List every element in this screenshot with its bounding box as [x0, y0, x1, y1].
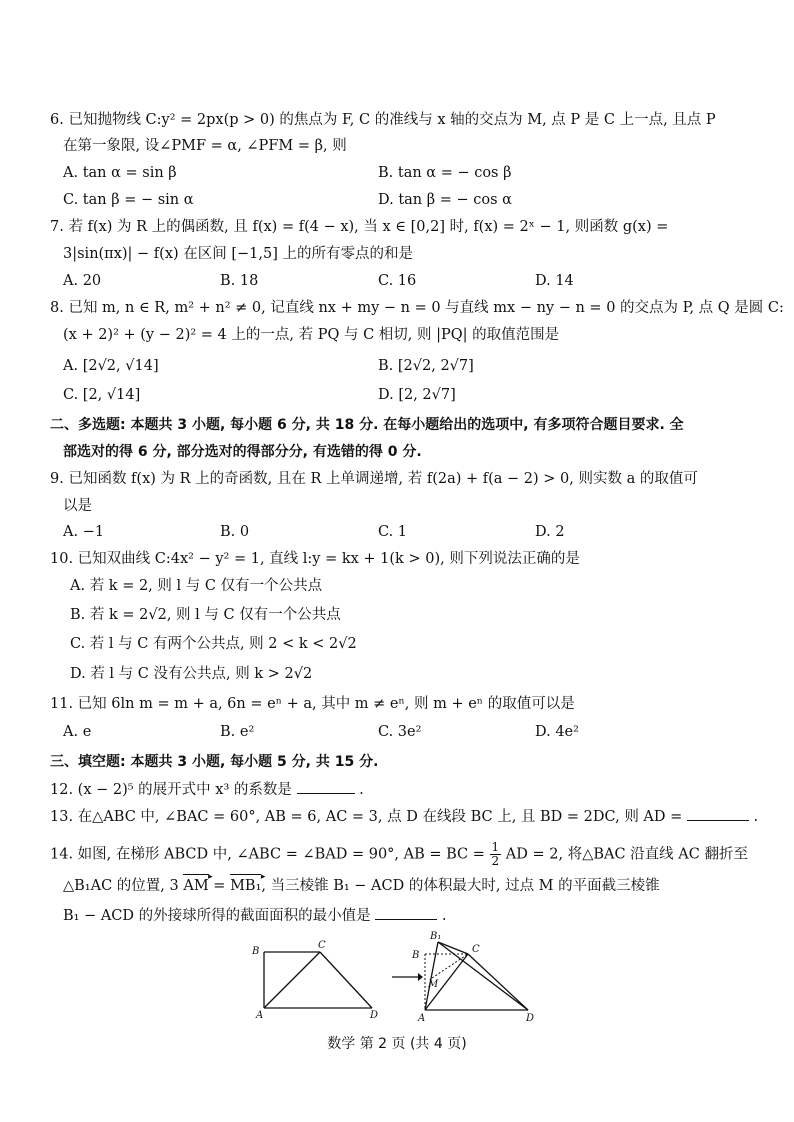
q10-option-b: B. 若 k = 2√2, 则 l 与 C 仅有一个公共点 — [70, 607, 341, 623]
q8-option-b: B. [2√2, 2√7] — [378, 358, 474, 374]
section2-heading-line1: 二、多选题: 本题共 3 小题, 每小题 6 分, 共 18 分. 在每小题给出的选项中, 有多项符合题目要求. 全 — [50, 417, 684, 433]
edge-cd — [320, 952, 372, 1008]
q14-line3-text: B₁ − ACD 的外接球所得的截面面积的最小值是 — [63, 908, 371, 924]
section2-heading-line2: 部选对的得 6 分, 部分选对的得部分分, 有选错的得 0 分. — [63, 444, 422, 460]
q11-line1: 11. 已知 6ln m = m + a, 6n = eⁿ + a, 其中 m ≠ eⁿ, 则 m + eⁿ 的取值可以是 — [50, 696, 575, 712]
q13-end: . — [753, 809, 759, 825]
q10-option-c: C. 若 l 与 C 有两个公共点, 则 2 < k < 2√2 — [70, 636, 357, 652]
q14-line2-b: , 当三棱锥 B₁ − ACD 的体积最大时, 过点 M 的平面截三棱锥 — [261, 878, 660, 894]
q7-line1: 7. 若 f(x) 为 R 上的偶函数, 且 f(x) = f(4 − x), 当 x ∈ [0,2] 时, f(x) = 2ˣ − 1, 则函数 g(x) = — [50, 219, 669, 235]
q10-option-d: D. 若 l 与 C 没有公共点, 则 k > 2√2 — [70, 666, 313, 682]
q11-option-d: D. 4e² — [535, 724, 579, 740]
q9-line2: 以是 — [63, 498, 92, 514]
edge-ab1 — [425, 942, 438, 1010]
q6-option-c: C. tan β = − sin α — [63, 192, 194, 208]
q14-answer-blank[interactable] — [375, 905, 437, 920]
q7-line2: 3|sin(πx)| − f(x) 在区间 [−1,5] 上的所有零点的和是 — [63, 246, 414, 262]
edge-ac — [264, 952, 320, 1008]
label-m: M — [428, 979, 439, 990]
q14-line2-mid: = — [208, 878, 231, 894]
q10-option-a: A. 若 k = 2, 则 l 与 C 仅有一个公共点 — [70, 578, 323, 594]
q14-vector-mb1: MB₁ ▸ — [230, 876, 261, 896]
q12-end: . — [359, 782, 364, 798]
q7-option-b: B. 18 — [220, 273, 259, 289]
q8-line1: 8. 已知 m, n ∈ R, m² + n² ≠ 0, 记直线 nx + my − n = 0 与直线 mx − ny − n = 0 的交点为 P, 点 Q 是圆 C: — [50, 300, 784, 316]
q13-text: 13. 在△ABC 中, ∠BAC = 60°, AB = 6, AC = 3, 点 D 在线段 BC 上, 且 BD = 2DC, 则 AD = — [50, 809, 683, 825]
section3-heading: 三、填空题: 本题共 3 小题, 每小题 5 分, 共 15 分. — [50, 754, 379, 770]
label-a: A — [256, 1010, 264, 1020]
q12-line — [50, 779, 364, 800]
q8-option-a: A. [2√2, √14] — [63, 358, 159, 374]
figure-trapezoid — [250, 940, 390, 1020]
q7-option-d: D. 14 — [535, 273, 574, 289]
q14-line3 — [63, 905, 446, 926]
label-b1: B₁ — [430, 931, 442, 942]
figure-tetrahedron — [408, 930, 548, 1025]
label-c: C — [472, 944, 480, 955]
label-a: A — [418, 1013, 426, 1024]
q14-line1 — [50, 841, 748, 868]
q14-line2-a: △B₁AC 的位置, 3 — [63, 878, 179, 894]
q14-frac-den: 2 — [491, 854, 500, 868]
q13-answer-blank[interactable] — [687, 806, 749, 821]
q14-fraction — [490, 841, 502, 868]
q8-option-d: D. [2, 2√7] — [378, 387, 456, 403]
q9-line1: 9. 已知函数 f(x) 为 R 上的奇函数, 且在 R 上单调递增, 若 f(2a) + f(a − 2) > 0, 则实数 a 的取值可 — [50, 471, 698, 487]
label-d: D — [526, 1013, 535, 1024]
q7-option-a: A. 20 — [63, 273, 102, 289]
edge-mc-dashed — [432, 954, 468, 978]
q11-option-a: A. e — [63, 724, 92, 740]
q6-line1: 6. 已知抛物线 C:y² = 2px(p > 0) 的焦点为 F, C 的准线与 x 轴的交点为 M, 点 P 是 C 上一点, 且点 P — [50, 112, 716, 128]
q12-answer-blank[interactable] — [297, 779, 355, 794]
q12-text: 12. (x − 2)⁵ 的展开式中 x³ 的系数是 — [50, 782, 292, 798]
q8-line2: (x + 2)² + (y − 2)² = 4 上的一点, 若 PQ 与 C 相切, 则 |PQ| 的取值范围是 — [63, 327, 560, 343]
q6-option-a: A. tan α = sin β — [63, 165, 177, 181]
q14-vector-am: AM ▸ — [183, 876, 208, 896]
label-b: B — [412, 950, 420, 961]
q8-option-c: C. [2, √14] — [63, 387, 141, 403]
edge-cd — [468, 954, 528, 1010]
q14-end: . — [441, 908, 447, 924]
q7-option-c: C. 16 — [378, 273, 417, 289]
q9-option-b: B. 0 — [220, 524, 250, 540]
q11-option-c: C. 3e² — [378, 724, 422, 740]
q6-line2: 在第一象限, 设∠PMF = α, ∠PFM = β, 则 — [63, 138, 347, 154]
edge-b1c — [438, 942, 468, 954]
page-footer: 数学 第 2 页 (共 4 页) — [327, 1036, 467, 1052]
q9-option-c: C. 1 — [378, 524, 408, 540]
q14-line2 — [63, 876, 660, 896]
q9-option-d: D. 2 — [535, 524, 565, 540]
q10-line1: 10. 已知双曲线 C:4x² − y² = 1, 直线 l:y = kx + 1(k > 0), 则下列说法正确的是 — [50, 551, 580, 567]
q9-option-a: A. −1 — [63, 524, 105, 540]
q14-line1-b: AD = 2, 将△BAC 沿直线 AC 翻折至 — [505, 846, 748, 863]
q13-line — [50, 806, 758, 827]
label-d: D — [370, 1010, 379, 1020]
q11-option-b: B. e² — [220, 724, 255, 740]
q6-option-d: D. tan β = − cos α — [378, 192, 512, 208]
q14-line1-a: 14. 如图, 在梯形 ABCD 中, ∠ABC = ∠BAD = 90°, AB = BC = — [50, 846, 485, 863]
label-c: C — [318, 940, 326, 951]
q6-option-b: B. tan α = − cos β — [378, 165, 512, 181]
q14-frac-num: 1 — [491, 840, 500, 854]
label-b: B — [252, 946, 260, 957]
